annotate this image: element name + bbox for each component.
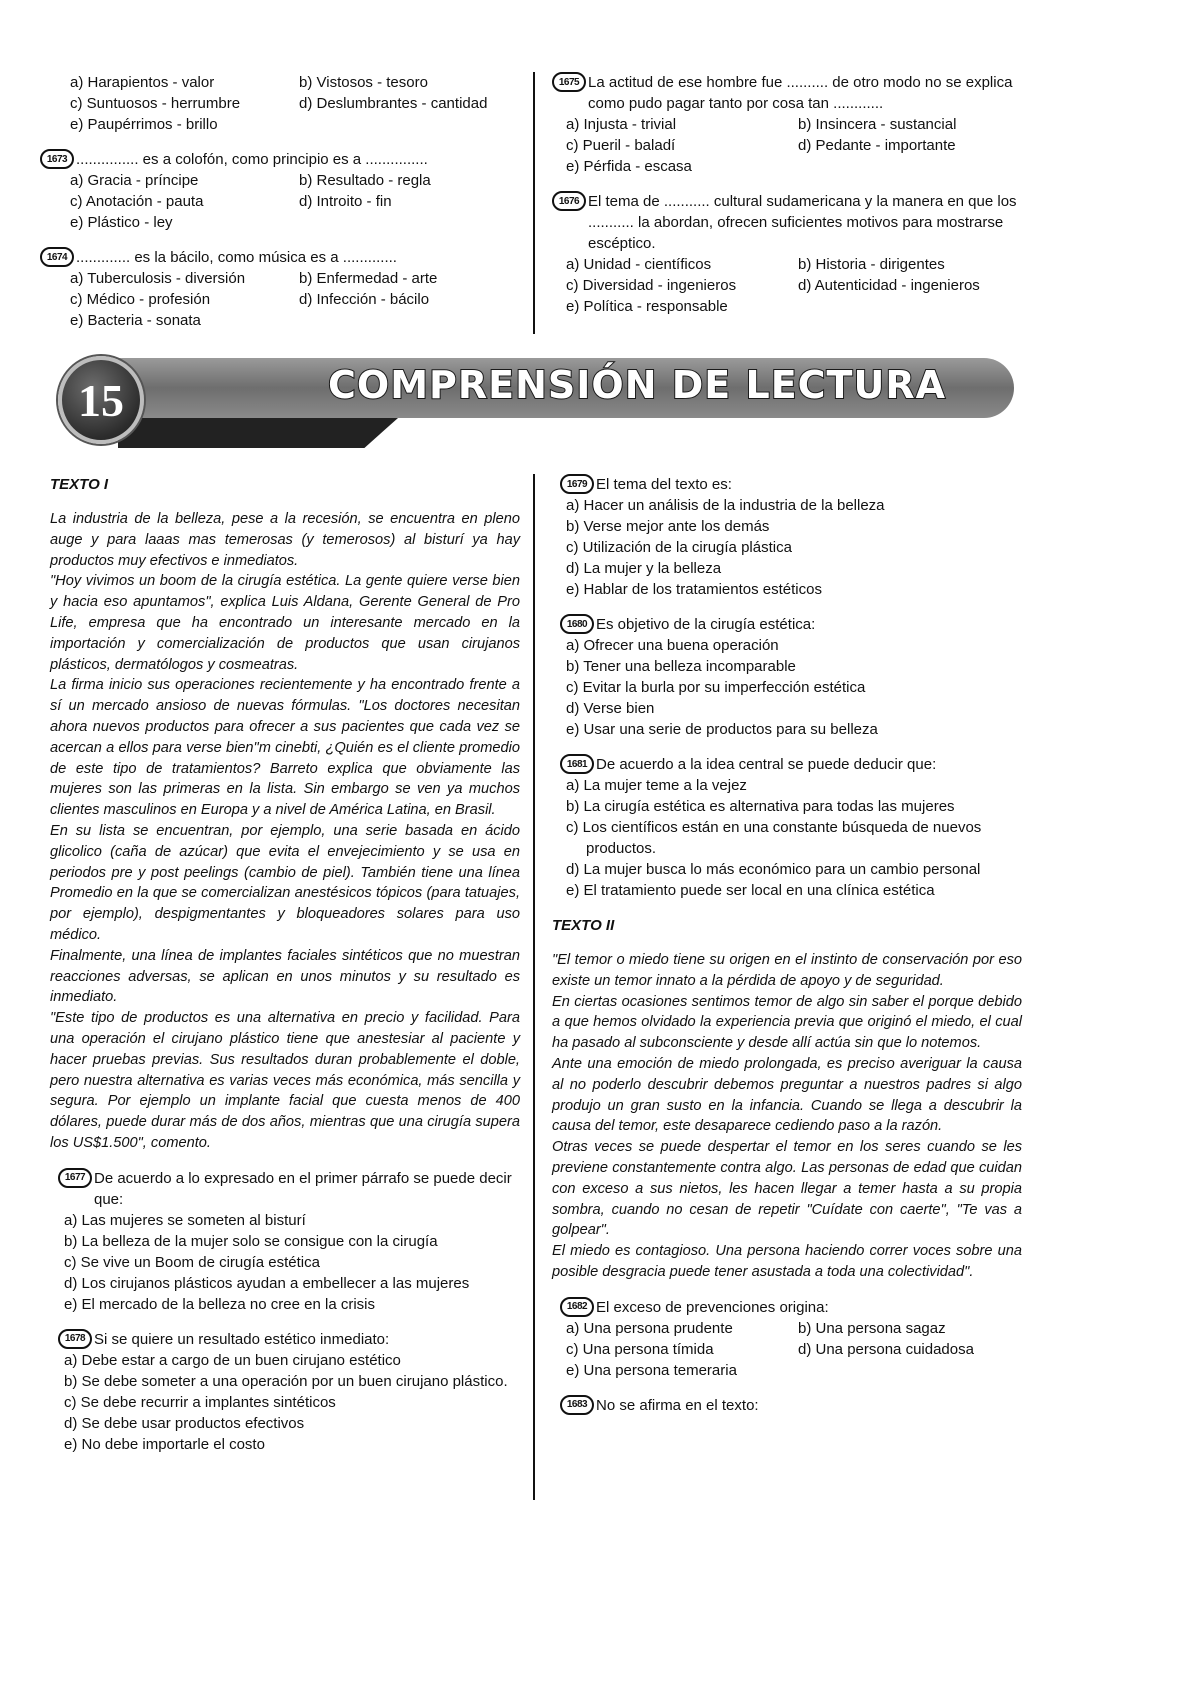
option-b: b) Se debe someter a una operación por un buen cirujano plástico. [64, 1372, 508, 1390]
question-stem: ............. es la bácilo, como música es a ............. [76, 249, 397, 266]
option-b: b) Historia - dirigentes [798, 256, 945, 273]
option-c: c) Anotación - pauta [70, 193, 204, 210]
question-1683 [552, 1395, 1022, 1416]
paragraph: Otras veces se puede despertar el temor en los seres cuando se les previene constantemente contra algo. Las personas de edad que cuidan con exceso a sus nietos, les hacen llegar a temer hasta a su propia sombra, cuando no cesan de repetir "Cuídate con caerte", "Te vas a golpear". [552, 1139, 1022, 1239]
question-1676 [552, 191, 1022, 317]
option-a: a) Gracia - príncipe [70, 172, 199, 189]
question-1680 [552, 614, 1022, 740]
question-stem: El exceso de prevenciones origina: [596, 1298, 829, 1316]
option-c: c) Los científicos están en una constante búsqueda de nuevos productos. [566, 819, 982, 857]
paragraph: En ciertas ocasiones sentimos temor de algo sin saber el porque debido a que hemos olvidado la experiencia previa que originó el miedo, el cual ha pasado al subconsciente y desde allí actúa sin que lo notemos. [552, 993, 1022, 1052]
column-divider-bottom [533, 474, 535, 1500]
option-b: b) Una persona sagaz [798, 1319, 946, 1337]
option-c: c) Evitar la burla por su imperfección estética [566, 679, 866, 696]
option-c: c) Diversidad - ingenieros [566, 277, 737, 294]
option-d: d) Pedante - importante [798, 137, 956, 154]
option-e: e) Plástico - ley [70, 214, 173, 231]
option-b: b) Verse mejor ante los demás [566, 518, 770, 535]
option-e: e) No debe importarle el costo [64, 1435, 265, 1453]
question-number-badge: 1683 [560, 1395, 594, 1415]
question-number-badge: 1678 [58, 1329, 92, 1349]
question-stem: De acuerdo a la idea central se puede deducir que: [596, 756, 937, 773]
question-stem: Si se quiere un resultado estético inmediato: [94, 1330, 390, 1348]
option-a: a) La mujer teme a la vejez [566, 777, 747, 794]
option-a: a) Harapientos - valor [70, 74, 215, 91]
question-1678 [50, 1329, 520, 1455]
question-number-badge: 1674 [40, 247, 74, 267]
question-stem: No se afirma en el texto: [596, 1396, 759, 1414]
question-number-badge: 1677 [58, 1168, 92, 1188]
question-number-badge: 1673 [40, 149, 74, 169]
option-e: e) Pérfida - escasa [566, 158, 692, 175]
option-b: b) La cirugía estética es alternativa para todas las mujeres [566, 798, 955, 815]
option-d: d) Deslumbrantes - cantidad [299, 95, 488, 112]
question-1682 [552, 1297, 1022, 1381]
option-d: d) Verse bien [566, 700, 655, 717]
option-e: e) Usar una serie de productos para su belleza [566, 721, 878, 738]
option-d: d) La mujer busca lo más económico para un cambio personal [566, 861, 981, 878]
question-number-badge: 1675 [552, 72, 586, 92]
option-e: e) Paupérrimos - brillo [70, 116, 218, 133]
question-1677 [50, 1168, 520, 1315]
paragraph: "Hoy vivimos un boom de la cirugía estética. La gente quiere verse bien y hacia eso apuntamos", explica Luis Aldana, Gerente General de Pro Life, empresa que ha encontrado un interesante mercado en la importación y comercialización de productos que usan cirujanos plásticos, dermatólogos y cosmeatras. [50, 573, 520, 673]
option-a: a) Injusta - trivial [566, 116, 677, 133]
option-b: b) Insincera - sustancial [798, 116, 957, 133]
paragraph: La firma inicio sus operaciones recientemente y ha encontrado frente a sí un mercado ansioso de nuevas fórmulas. "Los doctores necesitan ahora nuevos productos para ofrecer a sus pacientes que cada vez se acercan a ellos para verse bien"m cinebti, ¿Quién es el cliente promedio de este tipo de tratamientos? Barreto explica que obviamente las mujeres son las primeras en la lista. Sin embargo se ven ya muchos clientes masculinos en Europa y a nivel de América Latina, en Brasil. [50, 677, 520, 819]
question-number-badge: 1682 [560, 1297, 594, 1317]
left-column [50, 474, 520, 1469]
right-column [552, 474, 1022, 1430]
question-1674 [46, 247, 520, 331]
paragraph: La industria de la belleza, pese a la recesión, se encuentra en pleno auge y para laaas mas temerosas (y temerosos) al bisturí ya hay productos muy efectivos e inmediatos. [50, 511, 520, 569]
option-a: a) Una persona prudente [566, 1319, 733, 1337]
option-a: a) Las mujeres se someten al bisturí [64, 1211, 306, 1229]
question-stem: Es objetivo de la cirugía estética: [596, 616, 816, 633]
option-d: d) Introito - fin [299, 193, 392, 210]
option-b: b) Enfermedad - arte [299, 270, 438, 287]
section-banner [58, 356, 1018, 456]
question-1675 [552, 72, 1022, 177]
option-c: c) Médico - profesión [70, 291, 211, 308]
paragraph: En su lista se encuentran, por ejemplo, una serie basada en ácido glicolico (caña de azúcar) que evita el envejecimiento y se usa en periodos pre y post peelings (cambio de piel). También tiene una línea Promedio en la que se comercializan anestésicos tópicos (para tatuajes, por ejemplo), despigmentantes y bloqueadores solares para uso médico. [50, 822, 520, 943]
option-e: e) El mercado de la belleza no cree en la crisis [64, 1295, 375, 1313]
option-d: d) Infección - bácilo [299, 291, 430, 308]
question-1673 [46, 149, 520, 233]
option-a: a) Hacer un análisis de la industria de la belleza [566, 497, 885, 514]
texto-1-heading: TEXTO I [50, 476, 109, 493]
texto-2-passage [552, 950, 1022, 1283]
option-d: d) Una persona cuidadosa [798, 1340, 974, 1358]
option-a: a) Unidad - científicos [566, 256, 712, 273]
option-b: b) Resultado - regla [299, 172, 431, 189]
texto-2-heading: TEXTO II [552, 917, 615, 934]
texto-1-passage [50, 509, 520, 1154]
paragraph: Ante una emoción de miedo prolongada, es preciso averiguar la causa al no poderlo descubrir debemos preguntar a nuestros padres si algo produjo un gran susto en la infancia. Cuando se llega a descubrir la causa del temor, este desaparece cediendo paso a la razón. [552, 1055, 1022, 1135]
section-title: COMPRENSIÓN DE LECTURA [328, 363, 946, 407]
option-a: a) Tuberculosis - diversión [70, 270, 246, 287]
column-divider-top [533, 72, 535, 334]
option-b: b) Tener una belleza incomparable [566, 658, 796, 675]
option-d: d) Se debe usar productos efectivos [64, 1414, 305, 1432]
question-number-badge: 1680 [560, 614, 594, 634]
paragraph: "El temor o miedo tiene su origen en el instinto de conservación por eso existe un temor innato a la pérdida de apoyo y de seguridad. [552, 952, 1022, 989]
chapter-number: 15 [58, 356, 144, 444]
option-a: a) Ofrecer una buena operación [566, 637, 779, 654]
top-right-column [552, 72, 1022, 331]
question-stem: El tema de ........... cultural sudamericana y la manera en que los ........... la abordan, ofrecen suficientes motivos para mostrarse escéptico. [588, 193, 1017, 252]
question-stem: La actitud de ese hombre fue .......... de otro modo no se explica como pudo pagar tanto por cosa tan ............ [588, 74, 1013, 112]
option-e: e) Política - responsable [566, 298, 728, 315]
question-stem: El tema del texto es: [596, 476, 732, 493]
option-d: d) La mujer y la belleza [566, 560, 722, 577]
option-d: d) Autenticidad - ingenieros [798, 277, 980, 294]
question-stem: ............... es a colofón, como principio es a ............... [76, 151, 428, 168]
option-e: e) El tratamiento puede ser local en una clínica estética [566, 882, 935, 899]
question-stem: De acuerdo a lo expresado en el primer párrafo se puede decir que: [94, 1169, 512, 1208]
option-e: e) Bacteria - sonata [70, 312, 201, 329]
option-c: c) Pueril - baladí [566, 137, 676, 154]
option-a: a) Debe estar a cargo de un buen cirujano estético [64, 1351, 401, 1369]
question-1679 [552, 474, 1022, 600]
question-number-badge: 1679 [560, 474, 594, 494]
option-b: b) La belleza de la mujer solo se consigue con la cirugía [64, 1232, 438, 1250]
question-1681 [552, 754, 1022, 901]
question-number-badge: 1681 [560, 754, 594, 774]
question-prev [70, 72, 520, 135]
option-c: c) Se debe recurrir a implantes sintéticos [64, 1393, 336, 1411]
option-e: e) Una persona temeraria [566, 1361, 737, 1379]
option-c: c) Una persona tímida [566, 1340, 714, 1358]
option-b: b) Vistosos - tesoro [299, 74, 428, 91]
top-left-column [46, 72, 520, 345]
option-e: e) Hablar de los tratamientos estéticos [566, 581, 822, 598]
paragraph: El miedo es contagioso. Una persona haciendo correr voces sobre una posible desgracia puede tener asustada a toda una colectividad". [552, 1243, 1022, 1280]
paragraph: "Este tipo de productos es una alternativa en precio y facilidad. Para una operación el cirujano plástico tiene que anestesiar al paciente y hacer pruebas previas. Sus resultados duran probablemente el doble, pero nuestra alternativa es varias veces más económica, más sencilla y segura. Por ejemplo un implante facial que cuesta menos de 400 dólares, puede durar más de dos años, mientras que una cirugía supera los US$1.500", comento. [50, 1010, 520, 1151]
paragraph: Finalmente, una línea de implantes faciales sintéticos que no muestran reacciones adversas, se aplican en unos minutos y su resultado es inmediato. [50, 947, 520, 1006]
option-c: c) Se vive un Boom de cirugía estética [64, 1253, 320, 1271]
question-number-badge: 1676 [552, 191, 586, 211]
option-c: c) Utilización de la cirugía plástica [566, 539, 792, 556]
banner-shadow [118, 418, 398, 448]
option-c: c) Suntuosos - herrumbre [70, 95, 241, 112]
option-d: d) Los cirujanos plásticos ayudan a embellecer a las mujeres [64, 1274, 470, 1292]
